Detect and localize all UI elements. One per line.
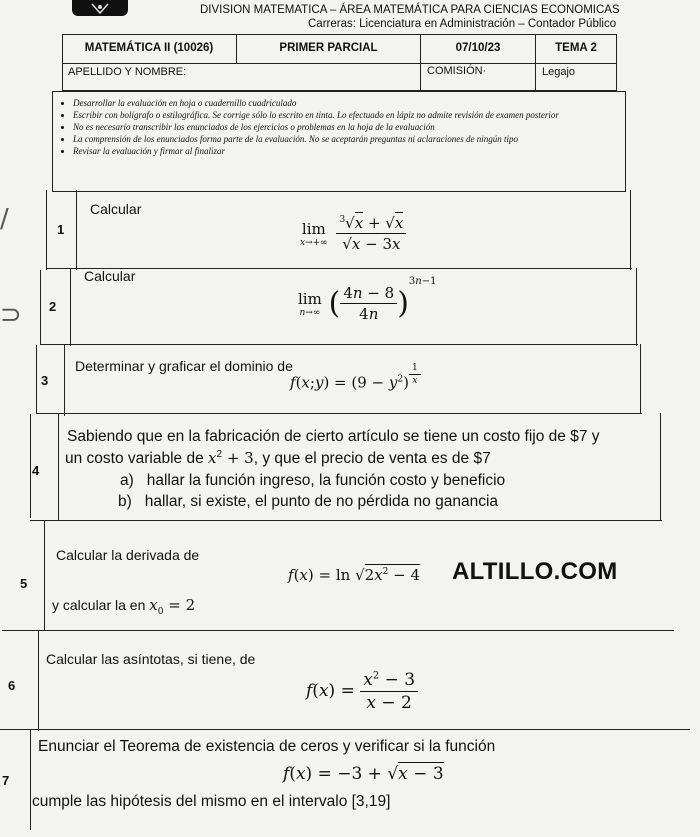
exercise-1-formula: lim x→+∞ $\frac{^3√x + √x}{√x - 3x}$ — [300, 214, 406, 253]
exercise-4-text-line2: un costo variable de $x^2 + 3$, y que el precio de venta es de $7 — [65, 449, 491, 468]
exercise-number: 2 — [49, 299, 57, 314]
exercise-3-text: Determinar y graficar el dominio de — [75, 358, 293, 374]
exercise-3-formula: f(x;y) = $(9 - y^2)$ $\frac{1}{x}$ — [290, 372, 421, 395]
exercise-number: 1 — [57, 222, 65, 237]
instruction-item: • Escribir con bolígrafo o estilográfica. Se corrige sólo lo escrito en tinta. Lo efectuado en lápiz no admite revisión de examen posterior — [73, 109, 617, 121]
exercise-4-text-line1: Sabiendo que en la fabricación de cierto artículo se tiene un costo fijo de $7 y — [67, 428, 600, 445]
instruction-item: • Revisar la evaluación y firmar al finalizar — [73, 145, 617, 157]
exercise-5-formula: $f(x) = \ln √2x^2 - 4$ — [288, 566, 421, 584]
exercise-number: 4 — [32, 463, 40, 478]
exercise-1-text: Calcular — [90, 201, 142, 217]
instruction-item: • Desarrollar la evaluación en hoja o cuadernillo cuadriculado — [73, 97, 617, 109]
exercise-5-text-line2: y calcular la en $x_0 = 2$ — [52, 596, 196, 617]
exercise-7-formula: f(x) = −3 + √x − 3 — [283, 764, 444, 784]
item-label: b) — [118, 493, 132, 510]
university-logo — [72, 0, 128, 16]
exercise-4-text-part: , y que el precio de venta es de $7 — [253, 450, 491, 468]
name-label: APELLIDO Y NOMBRE: — [68, 66, 187, 78]
exam-cell: PRIMER PARCIAL — [279, 42, 378, 54]
item-label: a) — [120, 472, 134, 489]
exercise-5-text-part: y calcular la en — [52, 597, 146, 613]
theme-cell: TEMA 2 — [555, 42, 597, 54]
exercise-2-formula: lim n→∞ ( $\frac{4n - 8}{4n}$ )$^{3n-1}$ — [298, 275, 437, 323]
item-text: hallar, si existe, el punto de no pérdida no ganancia — [144, 493, 499, 510]
exercise-2-text: Calcular — [84, 268, 136, 284]
pencil-mark: ∕ — [0, 204, 9, 234]
pencil-mark: ⊃ — [0, 300, 22, 330]
commission-label: COMISIÓN· — [427, 65, 487, 77]
item-text: hallar la función ingreso, la función costo y beneficio — [146, 472, 506, 489]
exercise-number: 7 — [2, 773, 10, 788]
exercise-number: 5 — [20, 576, 28, 591]
exercise-4-text-part: un costo variable de — [65, 450, 209, 468]
date-cell: 07/10/23 — [455, 42, 501, 54]
exercise-number: 3 — [41, 373, 49, 388]
exercise-6-text: Calcular las asíntotas, si tiene, de — [46, 651, 256, 667]
subject-cell: MATEMÁTICA II (10026) — [84, 42, 214, 54]
exercise-6-formula: f(x) = $\frac{x^2 - 3}{x - 2}$ — [306, 670, 418, 713]
exercise-7-text-line1: Enunciar el Teorema de existencia de ceros y verificar si la función — [38, 738, 496, 755]
instruction-item: • No es necesario transcribir los enunciados de los ejercicios o problemas en la hoja de la evaluación — [73, 121, 617, 133]
exercise-4-item-a — [120, 472, 505, 490]
division-title: DIVISION MATEMATICA – ÁREA MATEMÁTICA PARA CIENCIAS ECONOMICAS — [200, 4, 620, 16]
exercise-5-text-line1: Calcular la derivada de — [56, 547, 200, 563]
legajo-label: Legajo — [542, 66, 576, 78]
exercise-4-item-b — [118, 493, 498, 511]
careers-line: Carreras: Licenciatura en Administración – Contador Público — [308, 18, 617, 30]
instructions-box — [52, 91, 626, 192]
instruction-item: • La comprensión de los enunciados forma parte de la evaluación. No se aceptarán preguntas ni aclaraciones de ningún tipo — [73, 133, 617, 145]
exercise-number: 6 — [8, 678, 16, 693]
exercise-7-text-line2: cumple las hipótesis del mismo en el intervalo [3,19] — [32, 793, 391, 810]
watermark-text: ALTILLO.COM — [452, 558, 618, 585]
